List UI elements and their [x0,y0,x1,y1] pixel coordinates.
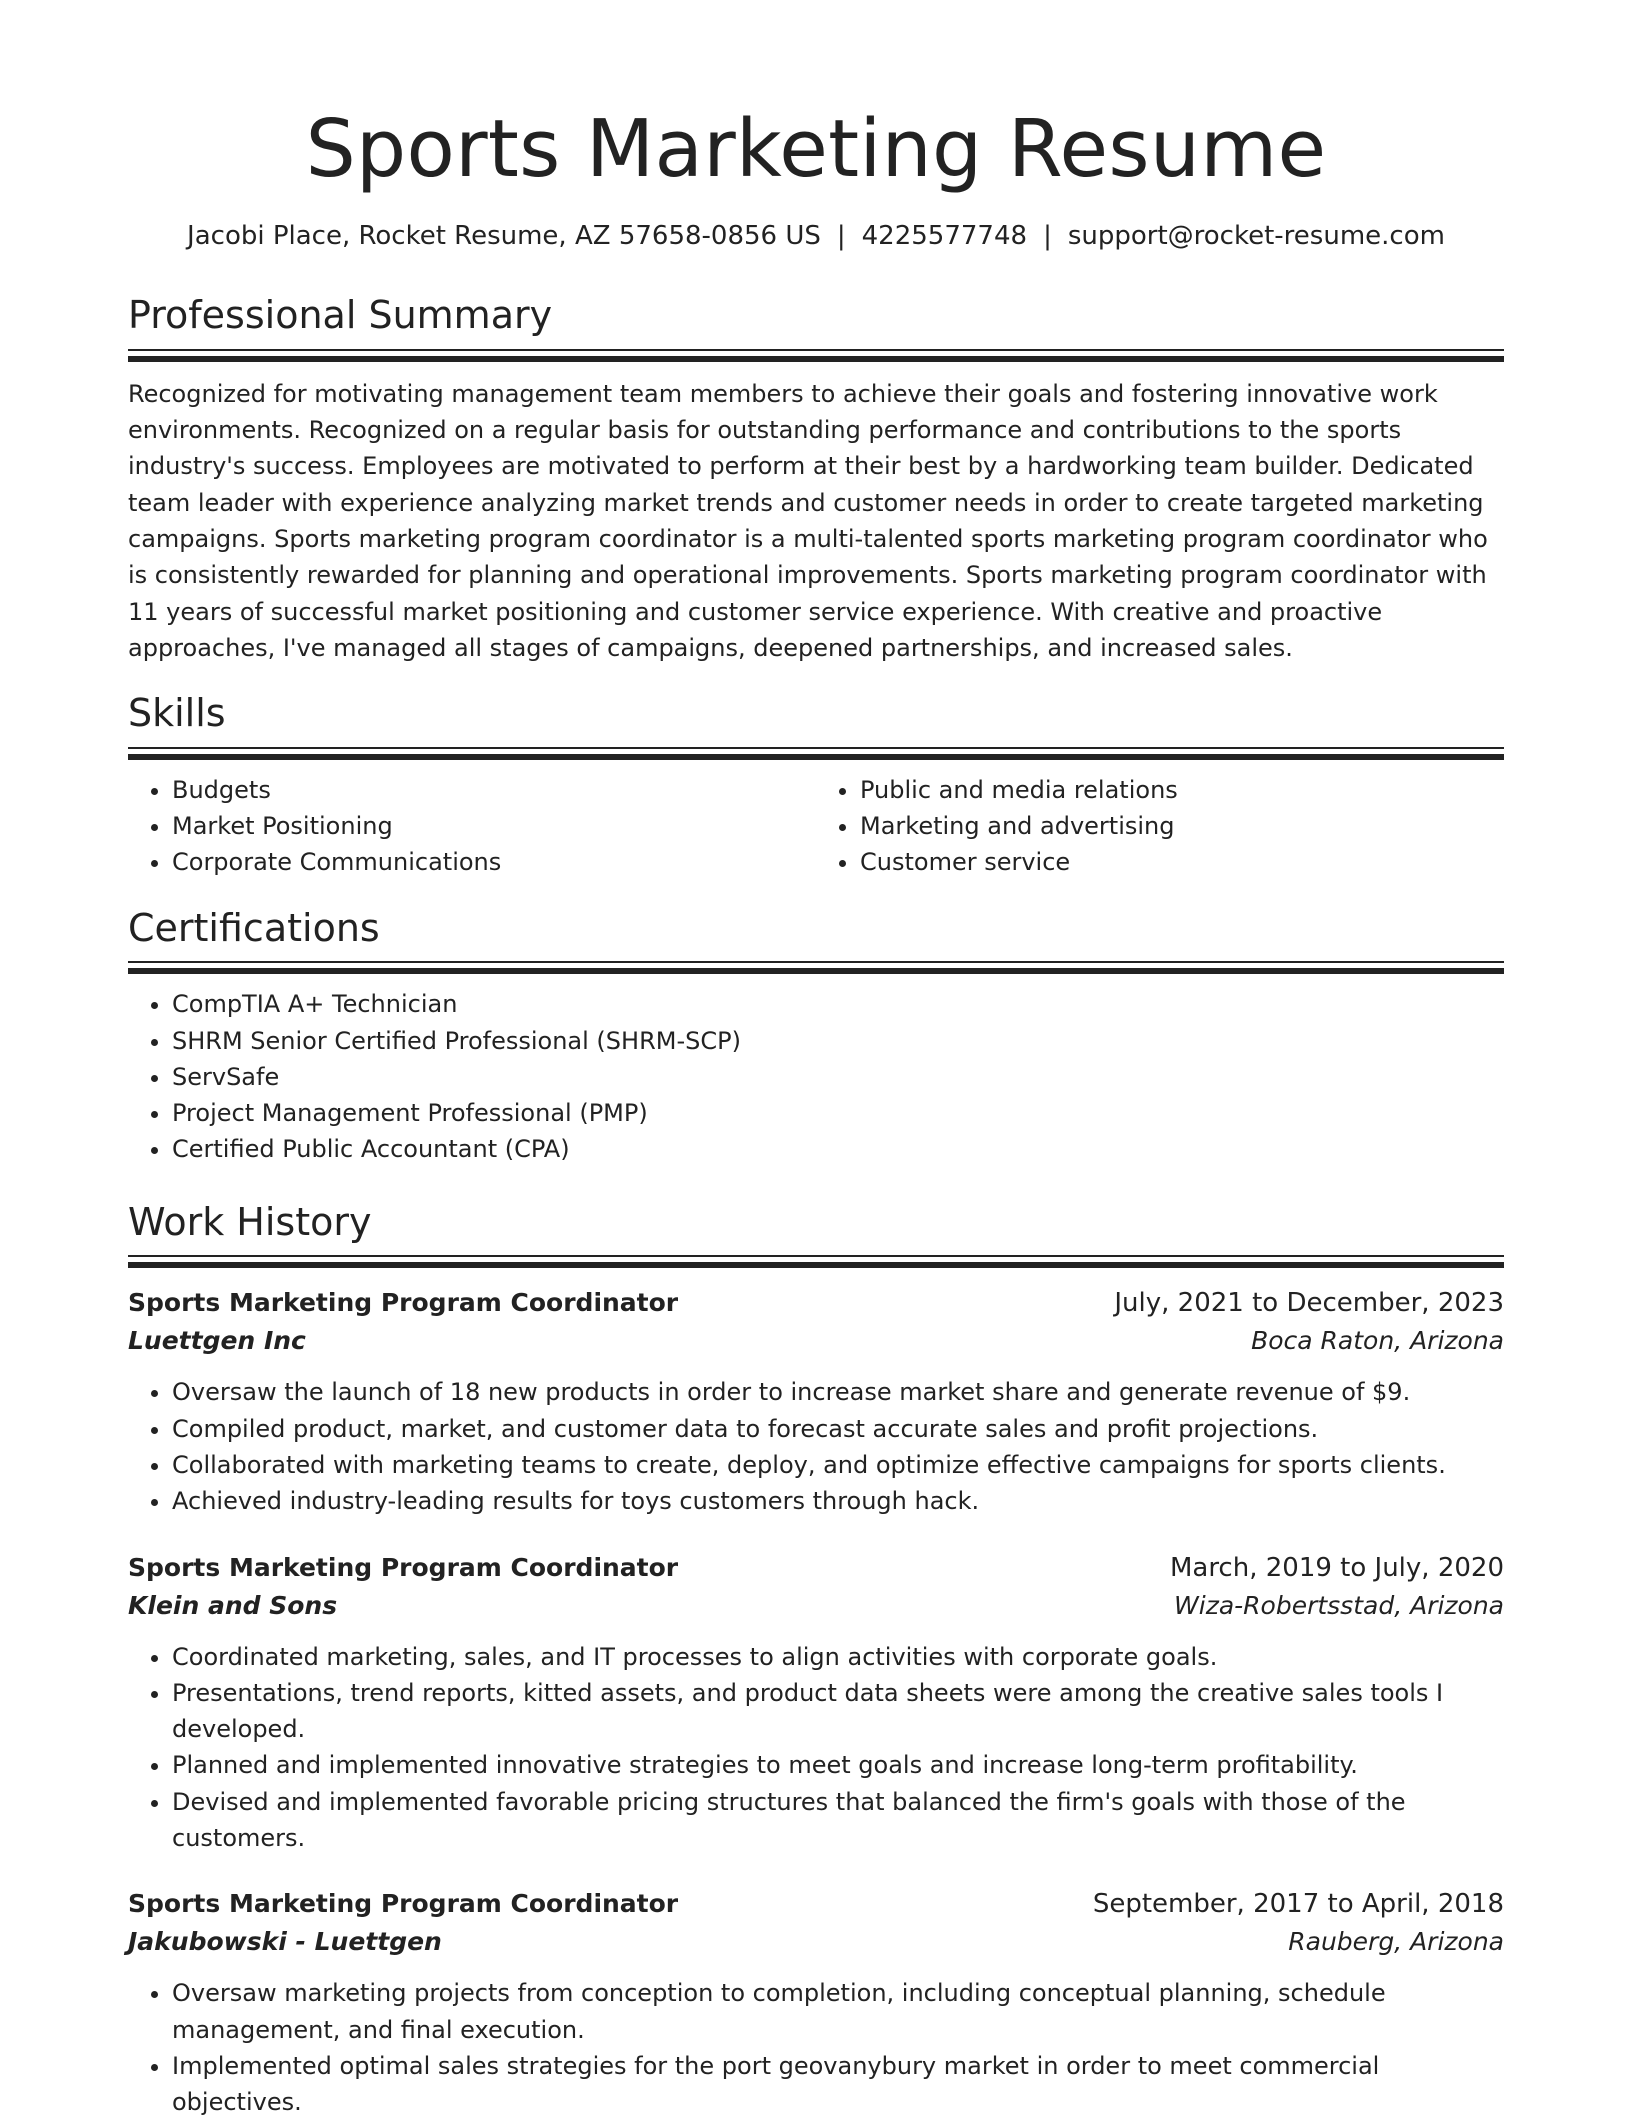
job-location: Rauberg, Arizona [1288,1927,1504,1957]
job-bullets [128,1639,1504,1857]
contact-address: Jacobi Place, Rocket Resume, AZ 57658-0856 US [187,221,821,251]
job-bullet: • Coordinated marketing, sales, and IT processes to align activities with corporate goals. [172,1639,1504,1675]
section-divider [128,961,1504,974]
section-heading: Skills [128,691,226,736]
job-bullet: • Planned and implemented innovative strategies to meet goals and increase long-term profitability. [172,1747,1504,1783]
job-bullet: • Implemented optimal sales strategies for the port geovanybury market in order to meet commercial objectives. [172,2048,1504,2120]
job-location: Boca Raton, Arizona [1251,1326,1504,1356]
contact-email: support@rocket-resume.com [1067,221,1445,251]
job-bullet: • Oversaw the launch of 18 new products in order to increase market share and generate revenue of $9. [172,1374,1504,1410]
skill-item: • Budgets [172,772,816,808]
job-company: Jakubowski - Luettgen [128,1927,442,1957]
skills-list-left [128,772,816,881]
summary-text: Recognized for motivating management team members to achieve their goals and fostering innovative work environments. Recognized on a regular basis for outstanding performance and contributions to the sports industry's success. Employees are motivated to perform at their best by a hardworking team builder. Dedicated team leader with experience analyzing market trends and customer needs in order to create targeted marketing campaigns. Sports marketing program coordinator is a multi-talented sports marketing program coordinator who is consistently rewarded for planning and operational improvements. Sports marketing program coordinator with 11 years of successful market positioning and customer service experience. With creative and proactive approaches, I've managed all stages of campaigns, deepened partnerships, and increased sales. [128,379,1488,662]
job-bullet: • Collaborated with marketing teams to create, deploy, and optimize effective campaigns for sports clients. [172,1447,1504,1483]
skills-section [128,691,1504,880]
skill-item: • Marketing and advertising [860,808,1504,844]
page-title: Sports Marketing Resume [305,103,1327,195]
job-bullet: • Oversaw marketing projects from conception to completion, including conceptual planning, schedule management, and final execution. [172,1975,1504,2048]
contact-separator: | [1043,221,1052,251]
contact-separator: | [836,221,846,251]
skills-list-right [816,772,1504,881]
job-dates: July, 2021 to December, 2023 [1114,1288,1504,1319]
contact-phone: 4225577748 [861,221,1028,251]
job-location: Wiza-Robertsstad, Arizona [1174,1590,1504,1620]
job-title: Sports Marketing Program Coordinator [128,1889,679,1919]
job-subheader [128,1923,1504,1961]
certifications-list [128,986,1504,1167]
section-divider [128,1255,1504,1268]
job-bullet: • Achieved industry-leading results for toys customers through hack. [172,1483,1504,1519]
job-bullets [128,1374,1504,1519]
certification-item: • Certified Public Accountant (CPA) [172,1131,1504,1167]
section-heading: Professional Summary [128,293,553,338]
skill-item: • Public and media relations [860,772,1504,808]
job-dates: March, 2019 to July, 2020 [1169,1552,1504,1583]
section-divider [128,747,1504,760]
job-entry [128,1549,1504,1857]
work-history-section [128,1200,1504,2120]
section-divider [128,349,1504,362]
job-bullet: • Devised and implemented favorable pricing structures that balanced the firm's goals with those of the customers. [172,1784,1504,1857]
resume-page [128,103,1504,2120]
job-subheader [128,1587,1504,1625]
job-title: Sports Marketing Program Coordinator [128,1288,679,1318]
job-header [128,1284,1504,1322]
certifications-section [128,906,1504,1168]
job-header [128,1549,1504,1587]
job-bullet: • Compiled product, market, and customer data to forecast accurate sales and profit projections. [172,1411,1504,1447]
skill-item: • Corporate Communications [172,844,816,880]
job-dates: September, 2017 to April, 2018 [1092,1889,1504,1920]
certification-item: • SHRM Senior Certified Professional (SHRM-SCP) [172,1023,1504,1059]
skill-item: • Customer service [860,844,1504,880]
job-entry [128,1885,1504,2120]
certification-item: • Project Management Professional (PMP) [172,1095,1504,1131]
certification-item: • ServSafe [172,1059,1504,1095]
job-bullets [128,1975,1504,2120]
skills-columns [128,772,1504,881]
job-bullet: • Presentations, trend reports, kitted assets, and product data sheets were among the creative sales tools I developed. [172,1675,1504,1748]
job-subheader [128,1322,1504,1360]
certification-item: • CompTIA A+ Technician [172,986,1504,1022]
section-heading: Certifications [128,905,380,950]
job-header [128,1885,1504,1923]
job-company: Luettgen Inc [128,1326,306,1356]
job-title: Sports Marketing Program Coordinator [128,1552,679,1582]
section-heading: Work History [128,1199,372,1244]
skill-item: • Market Positioning [172,808,816,844]
job-company: Klein and Sons [128,1590,338,1620]
contact-line [128,221,1504,252]
job-entry [128,1284,1504,1519]
summary-section [128,293,1504,666]
